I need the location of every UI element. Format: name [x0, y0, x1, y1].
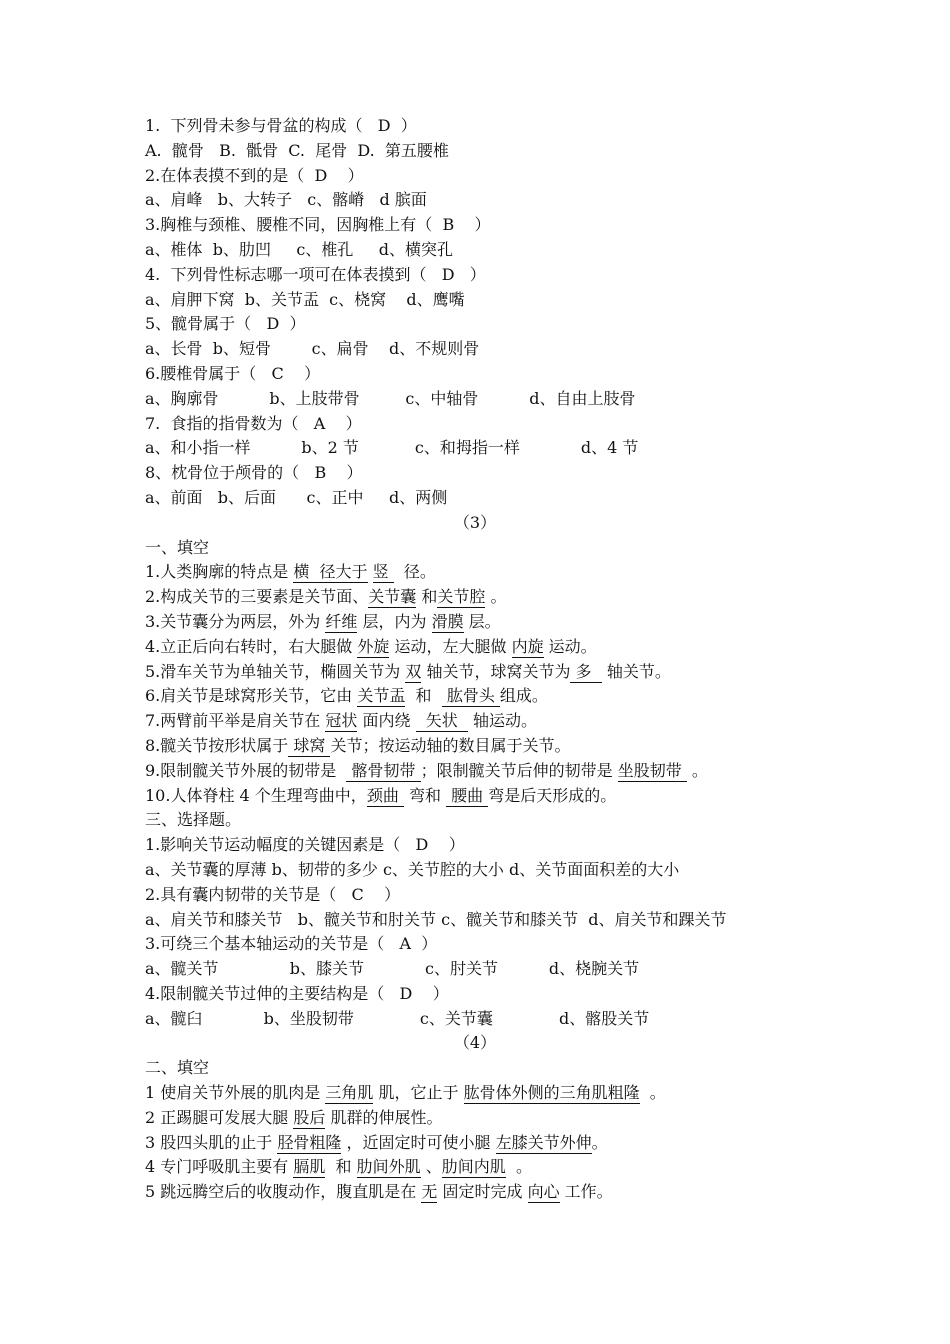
text-segment: a、肩胛下窝 b、关节盂 c、桡窝 d、鹰嘴: [145, 289, 465, 309]
text-line: [145, 560, 865, 585]
text-segment: 、: [420, 1157, 442, 1177]
text-segment: 8.髋关节按形状属于: [145, 735, 289, 755]
text-segment: A. 髋骨 B. 骶骨 C. 尾骨 D. 第五腰椎: [145, 140, 449, 160]
text-line: [145, 486, 865, 511]
answer-blank: 球窝: [288, 735, 331, 755]
page-number: [145, 511, 865, 536]
text-segment: 三、选择题。: [145, 810, 242, 830]
text-segment: 和: [325, 1157, 357, 1177]
text-segment: a、前面 b、后面 c、正中 d、两侧: [145, 487, 448, 507]
text-segment: 组成。: [499, 686, 548, 706]
text-line: [145, 709, 865, 734]
text-line: [145, 684, 865, 709]
text-segment: 3.胸椎与颈椎、腰椎不同，因胸椎上有（ B ）: [145, 215, 491, 235]
text-line: [145, 1056, 865, 1081]
text-line: [145, 362, 865, 387]
text-line: [145, 412, 865, 437]
text-line: [145, 288, 865, 313]
answer-blank: 内旋: [511, 636, 544, 656]
text-line: [145, 337, 865, 362]
text-segment: 5.滑车关节为单轴关节，椭圆关节为: [145, 661, 406, 681]
text-line: [145, 238, 865, 263]
text-line: [145, 759, 865, 784]
answer-blank: 滑膜: [431, 611, 464, 631]
answer-blank: 无: [421, 1182, 438, 1202]
text-segment: 4. 下列骨性标志哪一项可在体表摸到（ D ）: [145, 264, 486, 284]
text-segment: a、髋关节 b、膝关节 c、肘关节 d、桡腕关节: [145, 959, 640, 979]
answer-blank: 髂骨韧带: [346, 760, 421, 780]
text-segment: 层。: [463, 611, 501, 631]
text-segment: （4）: [453, 1033, 497, 1053]
text-segment: 。: [485, 587, 507, 607]
answer-blank: 坐股韧带: [617, 760, 687, 780]
text-line: [145, 312, 865, 337]
text-line: [145, 660, 865, 685]
text-line: [145, 808, 865, 833]
text-line: [145, 1106, 865, 1131]
text-segment: 。: [505, 1157, 532, 1177]
answer-blank: 竖: [372, 562, 394, 582]
answer-blank: 向心: [527, 1182, 560, 1202]
text-segment: a、长骨 b、短骨 c、扁骨 d、不规则骨: [145, 339, 480, 359]
answer-blank: 矢状: [415, 711, 468, 731]
answer-blank: 肋间外肌: [356, 1157, 421, 1177]
text-line: [145, 1155, 865, 1180]
text-segment: 轴运动。: [467, 711, 538, 731]
answer-blank: 多: [570, 661, 602, 681]
text-line: [145, 188, 865, 213]
text-line: [145, 908, 865, 933]
answer-blank: 三角肌: [325, 1083, 374, 1103]
text-segment: 弯是后天形成的。: [488, 785, 617, 805]
text-segment: a、胸廓骨 b、上肢带骨 c、中轴骨 d、自由上肢骨: [145, 388, 636, 408]
answer-blank: 肱骨头: [441, 686, 500, 706]
text-line: [145, 1007, 865, 1032]
text-segment: a、髋臼 b、坐股韧带 c、关节囊 d、髂股关节: [145, 1008, 650, 1028]
text-segment: 9.限制髋关节外展的韧带是: [145, 760, 347, 780]
text-line: [145, 139, 865, 164]
text-segment: a、肩峰 b、大转子 c、髂嵴 d 膑面: [145, 190, 427, 210]
text-segment: 。: [591, 1132, 608, 1152]
text-segment: a、关节囊的厚薄 b、韧带的多少 c、关节腔的大小 d、关节面面积差的大小: [145, 859, 680, 879]
text-segment: 2.在体表摸不到的是（ D ）: [145, 165, 364, 185]
text-line: [145, 957, 865, 982]
text-segment: 关节；按运动轴的数目属于关节。: [330, 735, 571, 755]
text-line: [145, 734, 865, 759]
text-segment: 肌，它止于: [373, 1083, 464, 1103]
text-segment: 4 专门呼吸肌主要有: [145, 1157, 294, 1177]
text-segment: 运动，左大腿做: [389, 636, 512, 656]
answer-blank: 横 径大于: [293, 562, 368, 582]
text-line: [145, 982, 865, 1007]
text-segment: 固定时完成: [437, 1182, 528, 1202]
text-segment: ；限制髋关节后伸的韧带是: [420, 760, 618, 780]
text-segment: 和: [416, 587, 438, 607]
text-segment: 5、髋骨属于（ D ）: [145, 314, 306, 334]
text-segment: 1. 下列骨未参与骨盆的构成（ D ）: [145, 116, 417, 135]
document-body: [145, 114, 865, 1205]
text-line: [145, 387, 865, 412]
text-line: [145, 164, 865, 189]
text-segment: 。: [639, 1083, 666, 1103]
text-line: [145, 114, 865, 139]
text-segment: 2.构成关节的三要素是关节面、: [145, 587, 369, 607]
text-segment: 2.具有囊内韧带的关节是（ C ）: [145, 884, 401, 904]
answer-blank: 胫骨粗隆: [277, 1132, 342, 1152]
text-line: [145, 833, 865, 858]
text-segment: 7.两臂前平举是肩关节在: [145, 711, 326, 731]
text-segment: a、和小指一样 b、2 节 c、和拇指一样 d、4 节: [145, 438, 639, 458]
answer-blank: 关节囊: [368, 587, 417, 607]
text-line: [145, 461, 865, 486]
text-segment: 轴关节。: [601, 661, 671, 681]
answer-blank: 冠状: [325, 711, 358, 731]
text-segment: （3）: [453, 512, 497, 532]
page-number: [145, 1031, 865, 1056]
text-segment: 一、填空: [145, 537, 210, 557]
text-segment: 3.可绕三个基本轴运动的关节是（ A ）: [145, 934, 438, 954]
answer-blank: 肱骨体外侧的三角肌粗隆: [463, 1083, 640, 1103]
text-segment: 肌群的伸展性。: [325, 1107, 443, 1127]
text-line: [145, 263, 865, 288]
text-segment: 3 股四头肌的止于: [145, 1132, 278, 1152]
answer-blank: 腰曲: [446, 785, 489, 805]
text-segment: 2 正踢腿可发展大腿: [145, 1107, 294, 1127]
text-line: [145, 213, 865, 238]
text-segment: 轴关节，球窝关节为: [421, 661, 571, 681]
text-segment: a、肩关节和膝关节 b、髋关节和肘关节 c、髋关节和膝关节 d、肩关节和踝关节: [145, 909, 727, 929]
text-segment: 1.影响关节运动幅度的关键因素是（ D ）: [145, 835, 465, 855]
text-line: [145, 1131, 865, 1156]
answer-blank: 纤维: [325, 611, 358, 631]
text-line: [145, 610, 865, 635]
text-segment: 。: [686, 760, 708, 780]
text-segment: ，近固定时可使小腿: [341, 1132, 496, 1152]
text-line: [145, 635, 865, 660]
text-segment: 工作。: [559, 1182, 613, 1202]
text-segment: 弯和: [403, 785, 447, 805]
text-segment: 层，内为: [357, 611, 432, 631]
text-segment: 10.人体脊柱 4 个生理弯曲中，: [145, 785, 367, 805]
answer-blank: 关节腔: [437, 587, 486, 607]
text-line: [145, 784, 865, 809]
text-segment: [368, 562, 373, 581]
text-segment: 7. 食指的指骨数为（ A ）: [145, 413, 362, 433]
text-line: [145, 883, 865, 908]
text-segment: 1 使肩关节外展的肌肉是: [145, 1083, 326, 1103]
text-segment: 3.关节囊分为两层，外为: [145, 611, 326, 631]
text-line: [145, 585, 865, 610]
text-line: [145, 932, 865, 957]
text-line: [145, 858, 865, 883]
text-segment: 1.人类胸廓的特点是: [145, 562, 294, 582]
answer-blank: 左膝关节外伸: [495, 1132, 592, 1152]
text-line: [145, 536, 865, 561]
answer-blank: 股后: [293, 1107, 326, 1127]
text-segment: a、椎体 b、肋凹 c、椎孔 d、横突孔: [145, 239, 454, 259]
text-line: [145, 436, 865, 461]
text-segment: 6.腰椎骨属于（ C ）: [145, 363, 321, 383]
text-segment: 和: [405, 686, 442, 706]
answer-blank: 外旋: [357, 636, 390, 656]
text-line: [145, 1180, 865, 1205]
text-segment: 4.立正后向右转时，右大腿做: [145, 636, 358, 656]
text-segment: 6.肩关节是球窝形关节，它由: [145, 686, 358, 706]
text-segment: 运动。: [543, 636, 597, 656]
text-segment: 二、填空: [145, 1058, 210, 1078]
text-segment: 面内绕: [357, 711, 416, 731]
text-segment: 径。: [393, 562, 436, 582]
answer-blank: 颈曲: [366, 785, 404, 805]
text-segment: 5 跳远腾空后的收腹动作，腹直肌是在: [145, 1182, 422, 1202]
answer-blank: 关节盂: [357, 686, 406, 706]
text-segment: 8、枕骨位于颅骨的（ B ）: [145, 463, 363, 483]
answer-blank: 肋间内肌: [441, 1157, 506, 1177]
text-line: [145, 1081, 865, 1106]
text-segment: 4.限制髋关节过伸的主要结构是（ D ）: [145, 983, 449, 1003]
answer-blank: 膈肌: [293, 1157, 326, 1177]
answer-blank: 双: [405, 661, 422, 681]
